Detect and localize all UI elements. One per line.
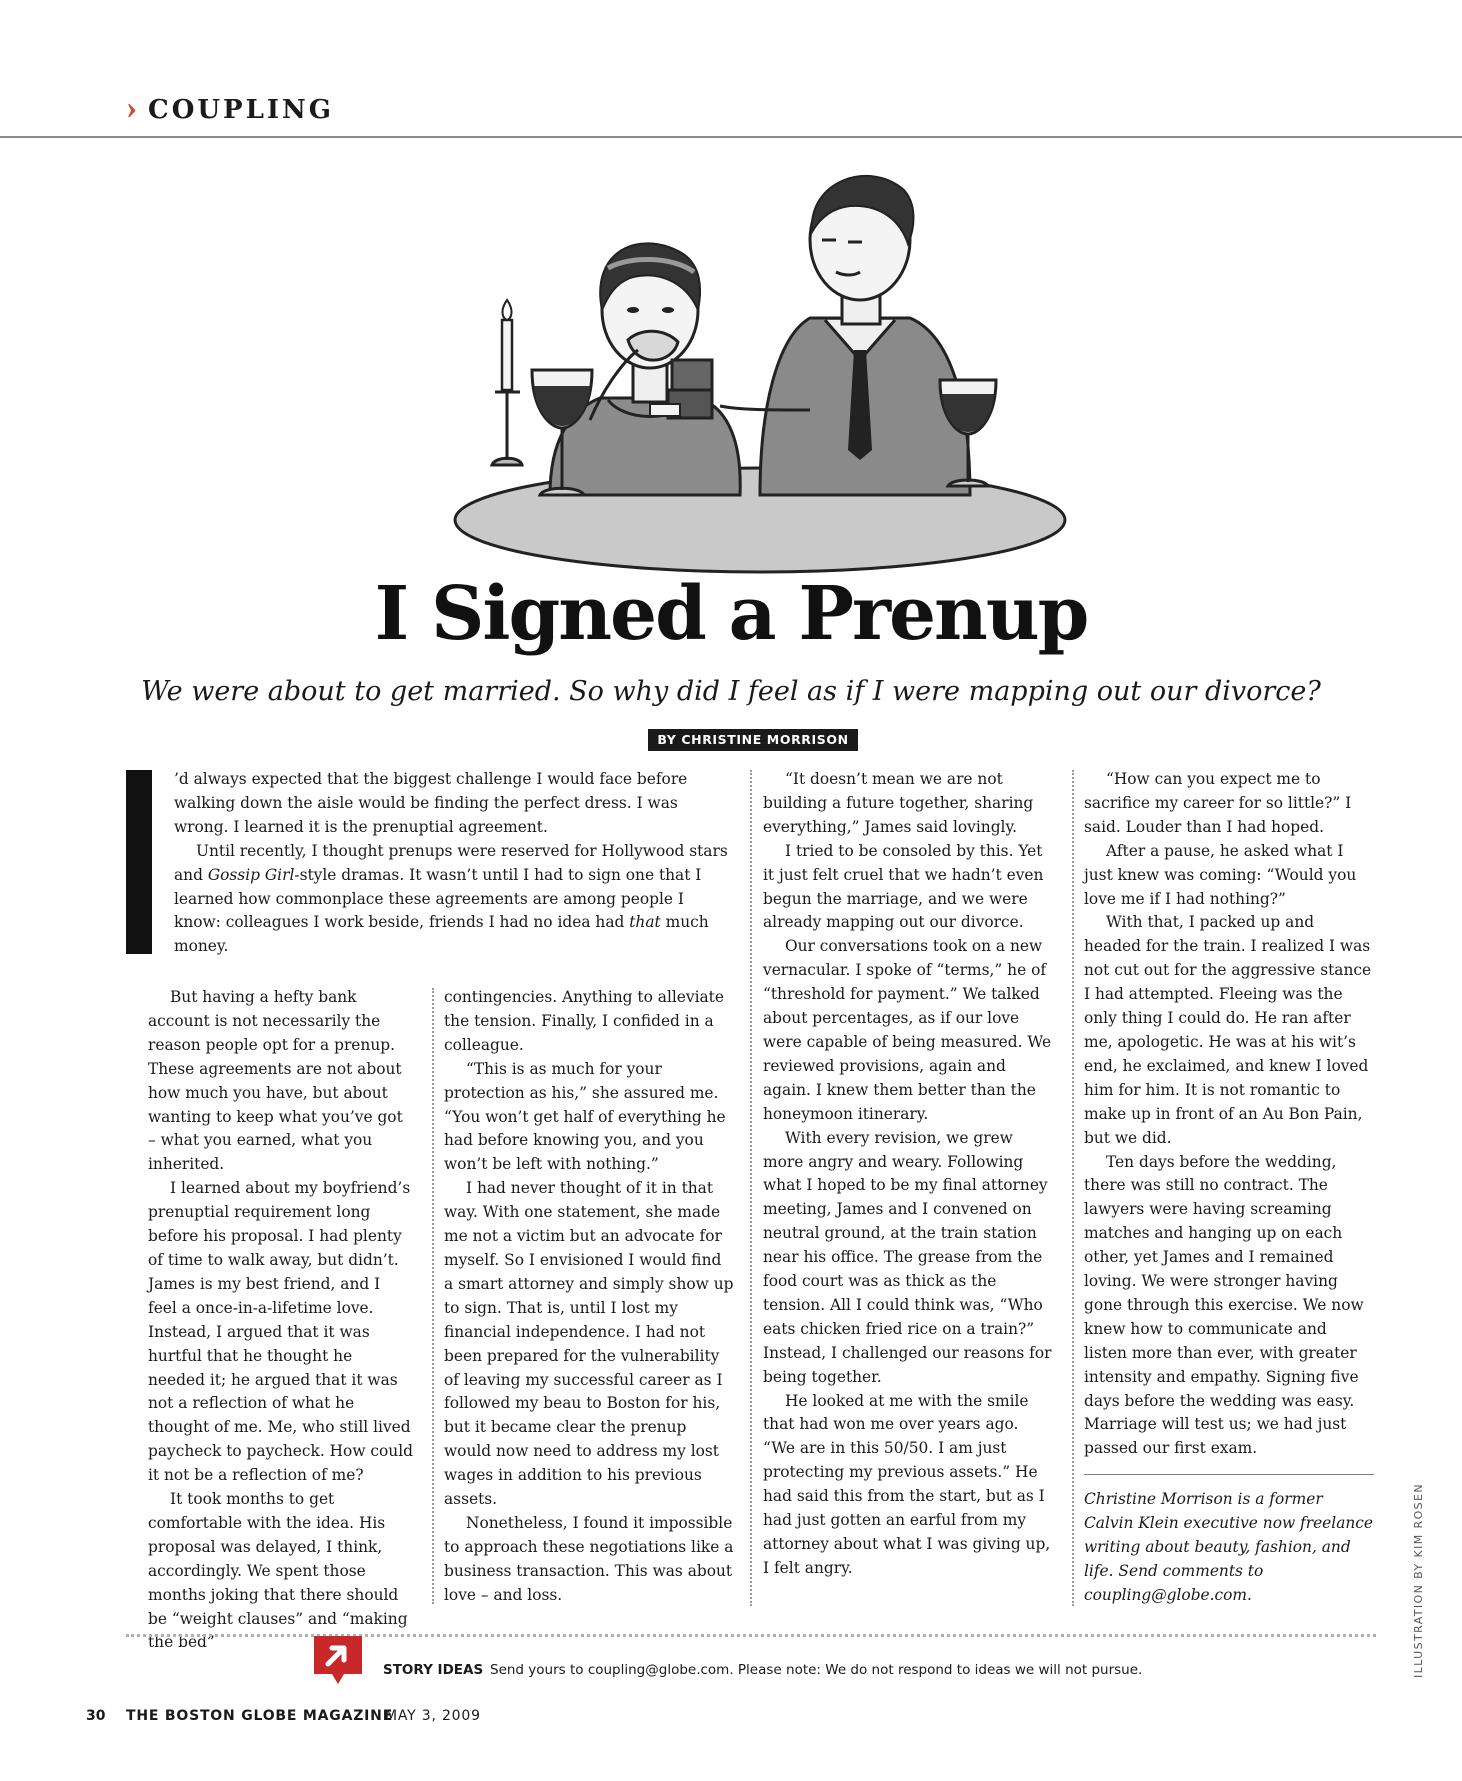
column-divider: [432, 988, 434, 1604]
column-3: [763, 768, 1053, 1581]
paragraph: I had never thought of it in that way. With one statement, she made me not a victim but an advocate for myself. So I envisioned I would find a smart attorney and simply show up to sign. That is, until I lost my financial independence. I had not been prepared for the vulnerability of leaving my successful career as I followed my beau to Boston for his, but it became clear the prenup would now need to address my lost wages in addition to his previous assets.: [444, 1179, 734, 1509]
section-chevron-icon: ›: [126, 89, 138, 126]
arrow-up-right-icon: [308, 1630, 368, 1690]
column-4: [1084, 768, 1374, 1461]
author-bio: Christine Morrison is a former Calvin Klein executive now freelance writing about beauty, fashion, and life. Send comments to coupling@globe.com.: [1084, 1490, 1374, 1604]
headline: I Signed a Prenup: [374, 571, 1088, 657]
deck: We were about to get married. So why did I feel as if I were mapping out our divorce?: [141, 676, 1321, 707]
drop-cap-bar: [126, 770, 152, 954]
bio-rule: [1084, 1474, 1374, 1475]
paragraph: It took months to get comfortable with the idea. His proposal was delayed, I think, accordingly. We spent those months joking that there should be “weight clauses” and “making the bed”: [148, 1490, 408, 1652]
column-2: [444, 986, 734, 1608]
intro-paragraph-2: [174, 840, 734, 960]
paragraph: But having a hefty bank account is not necessarily the reason people opt for a prenup. These agreements are not about how much you have, but about wanting to keep what you’ve got – what you earned, what you inherited.: [148, 988, 403, 1174]
byline: BY CHRISTINE MORRISON: [648, 729, 858, 751]
intro-text: [174, 768, 734, 959]
intro-paragraph-1: ’d always expected that the biggest challenge I would face before walking down the aisle would be finding the perfect dress. I was wrong. I learned it is the prenuptial agreement.: [174, 770, 688, 836]
paragraph: With every revision, we grew more angry and weary. Following what I hoped to be my final attorney meeting, James and I convened on neutral ground, at the train station near his office. The grease from the food court was as thick as the tension. All I could think was, “Who eats chicken fried rice on a train?” Instead, I challenged our reasons for being together.: [763, 1128, 1052, 1386]
paragraph: I learned about my boyfriend’s prenuptial requirement long before his proposal. I had plenty of time to walk away, but didn’t. James is my best friend, and I feel a once-in-a-lifetime love. Instead, I argued that it was hurtful that he thought he needed it; he argued that it was not a reflection of what he thought of me. Me, who still lived paycheck to paycheck. How could it not be a reflection of me?: [148, 1179, 413, 1485]
intro-emphasis: Gossip Girl: [207, 865, 295, 884]
man-figure: [720, 176, 970, 495]
magazine-name: THE BOSTON GLOBE MAGAZINE: [126, 1708, 394, 1724]
column-divider: [1072, 770, 1074, 1606]
paragraph: “It doesn’t mean we are not building a future together, sharing everything,” James said lovingly.: [763, 770, 1034, 836]
illustration-credit: ILLUSTRATION BY KIM ROSEN: [1412, 1483, 1425, 1678]
intro-text-span: -style dramas. It wasn’t until I had to sign one that I learned how commonplace these agreements are among people I know: colleagues I work beside, friends I had no idea had: [174, 865, 702, 932]
intro-text-span: much money.: [174, 913, 709, 956]
story-ideas-label: STORY IDEAS: [383, 1662, 484, 1678]
paragraph: Ten days before the wedding, there was still no contract. The lawyers were having screaming matches and hanging up on each other, yet James and I remained loving. We were stronger having gone through this exercise. We now knew how to communicate and listen more than ever, with greater intensity and empathy. Signing five days before the wedding was easy. Marriage will test us; we had just passed our first exam.: [1084, 1152, 1364, 1458]
paragraph: With that, I packed up and headed for the train. I realized I was not cut out for the aggressive stance I had attempted. Fleeing was the only thing I could do. He ran after me, apologetic. He was at his wit’s end, he exclaimed, and knew I loved him for him. It is not romantic to make up in front of an Au Bon Pain, but we did.: [1084, 913, 1372, 1147]
column-divider: [750, 770, 752, 1606]
story-ideas-text: Send yours to coupling@globe.com. Please note: We do not respond to ideas we will not pursue.: [490, 1662, 1143, 1678]
issue-date: MAY 3, 2009: [385, 1708, 481, 1724]
paragraph: He looked at me with the smile that had won me over years ago. “We are in this 50/50. I am just protecting my previous assets.” He had said this from the start, but as I had just gotten an earful from my attorney about what I was giving up, I felt angry.: [763, 1391, 1051, 1577]
column-1: [148, 986, 413, 1655]
paragraph: “How can you expect me to sacrifice my career for so little?” I said. Louder than I had hoped.: [1084, 770, 1352, 836]
paragraph: I tried to be consoled by this. Yet it just felt cruel that we hadn’t even begun the marriage, and we were already mapping out our divorce.: [763, 841, 1044, 932]
page-number: 30: [86, 1708, 106, 1724]
section-title: COUPLING: [148, 95, 334, 125]
paragraph: After a pause, he asked what I just knew was coming: “Would you love me if I had nothing?”: [1084, 841, 1357, 908]
header-rule: [0, 136, 1462, 138]
intro-emphasis: that: [629, 913, 661, 932]
paragraph: Our conversations took on a new vernacular. I spoke of “terms,” he of “threshold for payment.” We talked about percentages, as if our love were capable of being measured. We reviewed provisions, again and again. I knew them better than the honeymoon itinerary.: [763, 937, 1052, 1123]
couple-dinner-illustration: [440, 160, 1080, 580]
candle-figure: [492, 300, 522, 465]
paragraph: Nonetheless, I found it impossible to approach these negotiations like a business transaction. This was about love – and loss.: [444, 1513, 734, 1604]
paragraph: contingencies. Anything to alleviate the tension. Finally, I confided in a colleague.: [444, 988, 724, 1054]
paragraph: “This is as much for your protection as his,” she assured me. “You won’t get half of everything he had before knowing you, and you won’t be left with nothing.”: [444, 1059, 726, 1174]
intro-text-span: Until recently, I thought prenups were reserved for Hollywood stars and: [174, 841, 728, 884]
